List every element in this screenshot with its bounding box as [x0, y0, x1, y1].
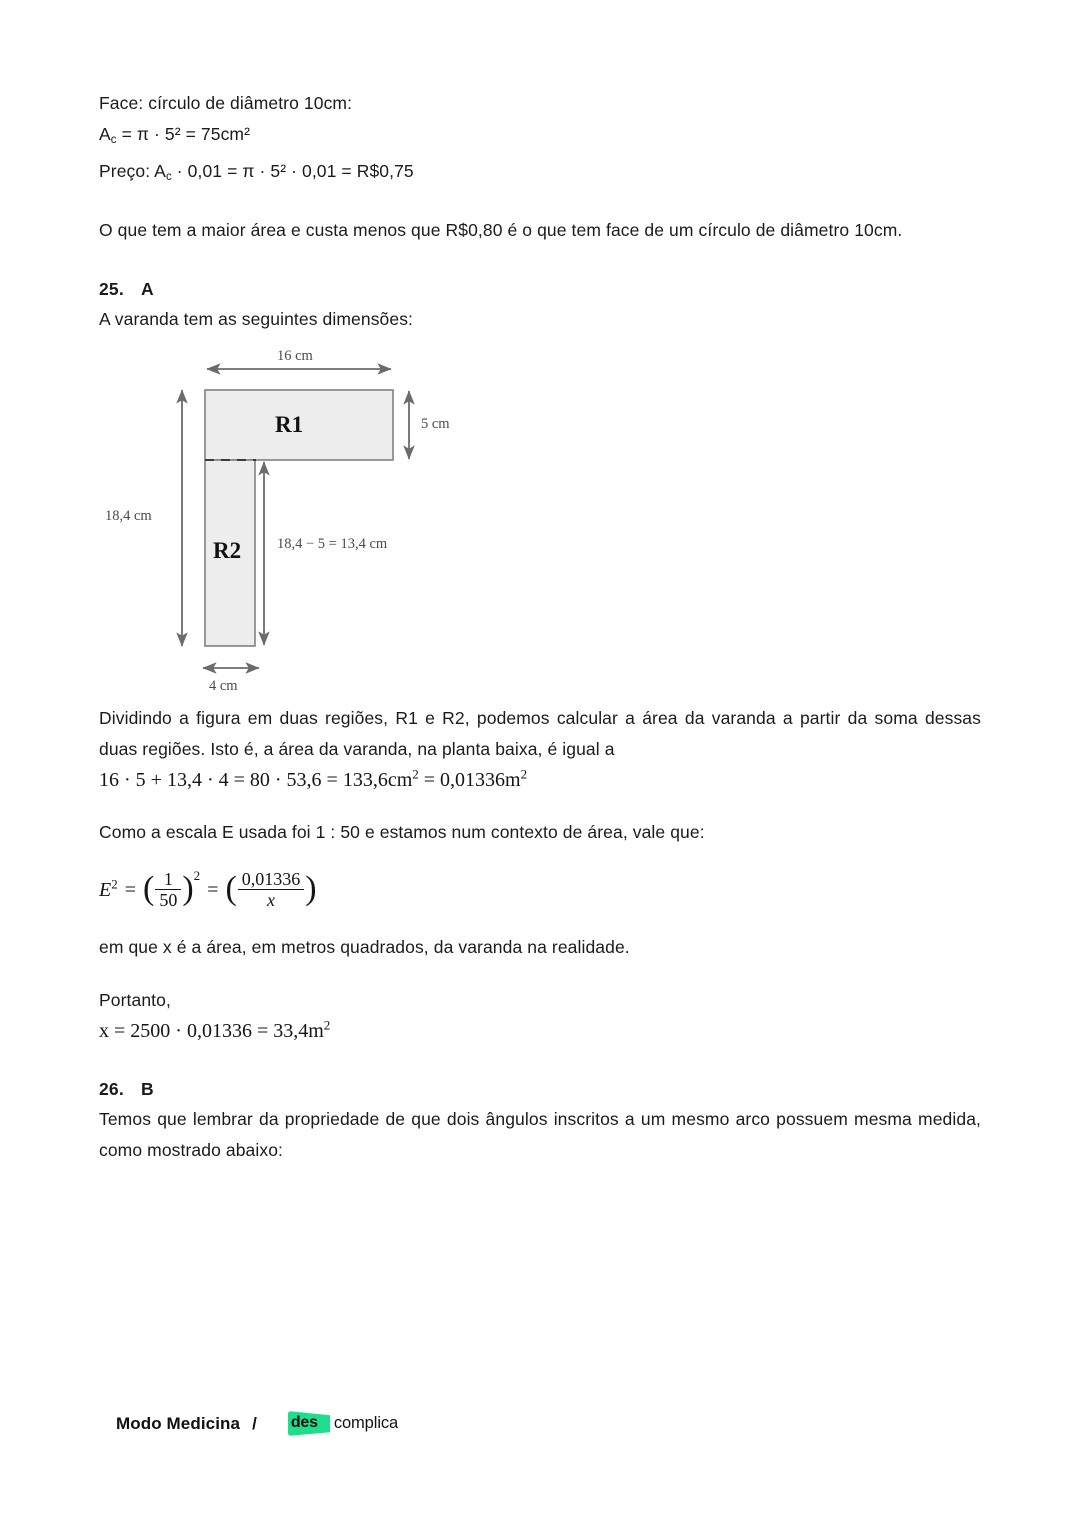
spacer [99, 919, 981, 932]
scale-fraction-1-exponent: 2 [193, 868, 201, 883]
therefore-label [99, 985, 981, 1016]
scale-eq-E: E [99, 879, 112, 901]
fraction-1-numerator: 1 [163, 869, 173, 890]
descomplica-logo [285, 1410, 398, 1437]
area-symbol-subscript: c [110, 134, 117, 146]
question-25-where-text: em que x é a área, em metros quadrados, da varanda na realidade. [99, 937, 630, 957]
question-25-heading [99, 274, 981, 304]
label-bottom-dimension: 4 cm [209, 678, 238, 694]
question-25-answer: A [140, 279, 154, 299]
label-left-dimension: 18,4 cm [105, 508, 152, 524]
paren-close-2: ) [305, 870, 317, 907]
scale-equation [99, 861, 981, 919]
area-calculation-formula [99, 765, 981, 795]
price-formula-line [99, 156, 981, 193]
label-right-dimension: 5 cm [421, 416, 450, 432]
area-formula-body: = π · 5² = 75cm² [116, 124, 251, 144]
scale-eq-equals-1: = [124, 879, 136, 901]
label-inner-dimension: 18,4 − 5 = 13,4 cm [277, 536, 388, 552]
spacer [99, 193, 981, 215]
fraction-2-denominator: x [238, 889, 305, 911]
face-circle-line [99, 88, 981, 119]
label-top-dimension: 16 cm [277, 348, 313, 364]
paren-open-1: ( [143, 870, 155, 907]
fraction-2-numerator: 0,01336 [241, 869, 301, 890]
question-25-lead-in [99, 304, 981, 335]
question-25-lead-in-text: A varanda tem as seguintes dimensões: [99, 309, 414, 329]
varanda-diagram-svg [99, 348, 519, 703]
area-calc-part2: = 0,01336m [418, 769, 521, 791]
spacer [99, 246, 981, 274]
page-footer [116, 1410, 398, 1437]
scale-eq-equals-2: = [207, 879, 219, 901]
label-region-r2: R2 [213, 538, 242, 563]
footer-brand-name: Modo Medicina [116, 1413, 241, 1433]
spacer [99, 848, 981, 861]
question-26-paragraph: Temos que lembrar da propriedade de que dois ângulos inscritos a um mesmo arco possuem mesma medida, como mostrado abaixo: [99, 1109, 981, 1160]
spacer [99, 963, 981, 985]
area-symbol: A [99, 124, 111, 144]
scale-eq-E-exponent: 2 [111, 876, 118, 892]
paren-close-1: ) [182, 870, 194, 907]
result-formula [99, 1016, 981, 1046]
price-formula-body: · 0,01 = π · 5² · 0,01 = R$0,75 [171, 161, 414, 181]
question-25-explanation: Dividindo a figura em duas regiões, R1 e R2, podemos calcular a área da varanda a partir da soma dessas duas regiões. Isto é, a área da varanda, na planta baixa, é igual a [99, 708, 981, 759]
question-25-scale-text: Como a escala E usada foi 1 : 50 e estamos num contexto de área, vale que: [99, 822, 705, 842]
intro-conclusion-paragraph: O que tem a maior área e custa menos que R$0,80 é o que tem face de um círculo de diâmetro 10cm. [99, 220, 903, 240]
area-calc-exponent1: 2 [412, 766, 419, 782]
descomplica-badge-icon [285, 1410, 333, 1437]
area-formula-line [99, 119, 981, 156]
price-symbol-subscript: c [165, 171, 172, 183]
varanda-figure [99, 348, 519, 703]
question-26-answer: B [140, 1079, 154, 1099]
spacer [99, 335, 981, 348]
question-25-number: 25. [99, 279, 124, 299]
therefore-label-text: Portanto, [99, 990, 171, 1010]
area-calc-part1: 16 · 5 + 13,4 · 4 = 80 · 53,6 = 133,6cm [99, 769, 413, 791]
spacer [99, 795, 981, 817]
scale-fraction-1 [155, 869, 181, 911]
badge-label: des [290, 1414, 318, 1431]
footer-separator: / [252, 1413, 257, 1433]
scale-fraction-2 [238, 869, 305, 911]
page-content [99, 88, 981, 1166]
area-calc-exponent2: 2 [520, 766, 528, 782]
result-formula-body: x = 2500 · 0,01336 = 33,4m [99, 1020, 324, 1042]
label-region-r1: R1 [275, 412, 304, 437]
question-26-number: 26. [99, 1079, 124, 1099]
question-26-heading [99, 1074, 981, 1104]
logo-wordmark: complica [333, 1414, 399, 1432]
spacer [99, 1046, 981, 1074]
price-label: Preço: A [99, 161, 166, 181]
face-circle-text: Face: círculo de diâmetro 10cm: [99, 93, 353, 113]
varanda-figure-wrapper [99, 348, 981, 703]
result-formula-exponent: 2 [323, 1017, 331, 1033]
fraction-1-denominator: 50 [155, 889, 181, 911]
paren-open-2: ( [225, 870, 237, 907]
